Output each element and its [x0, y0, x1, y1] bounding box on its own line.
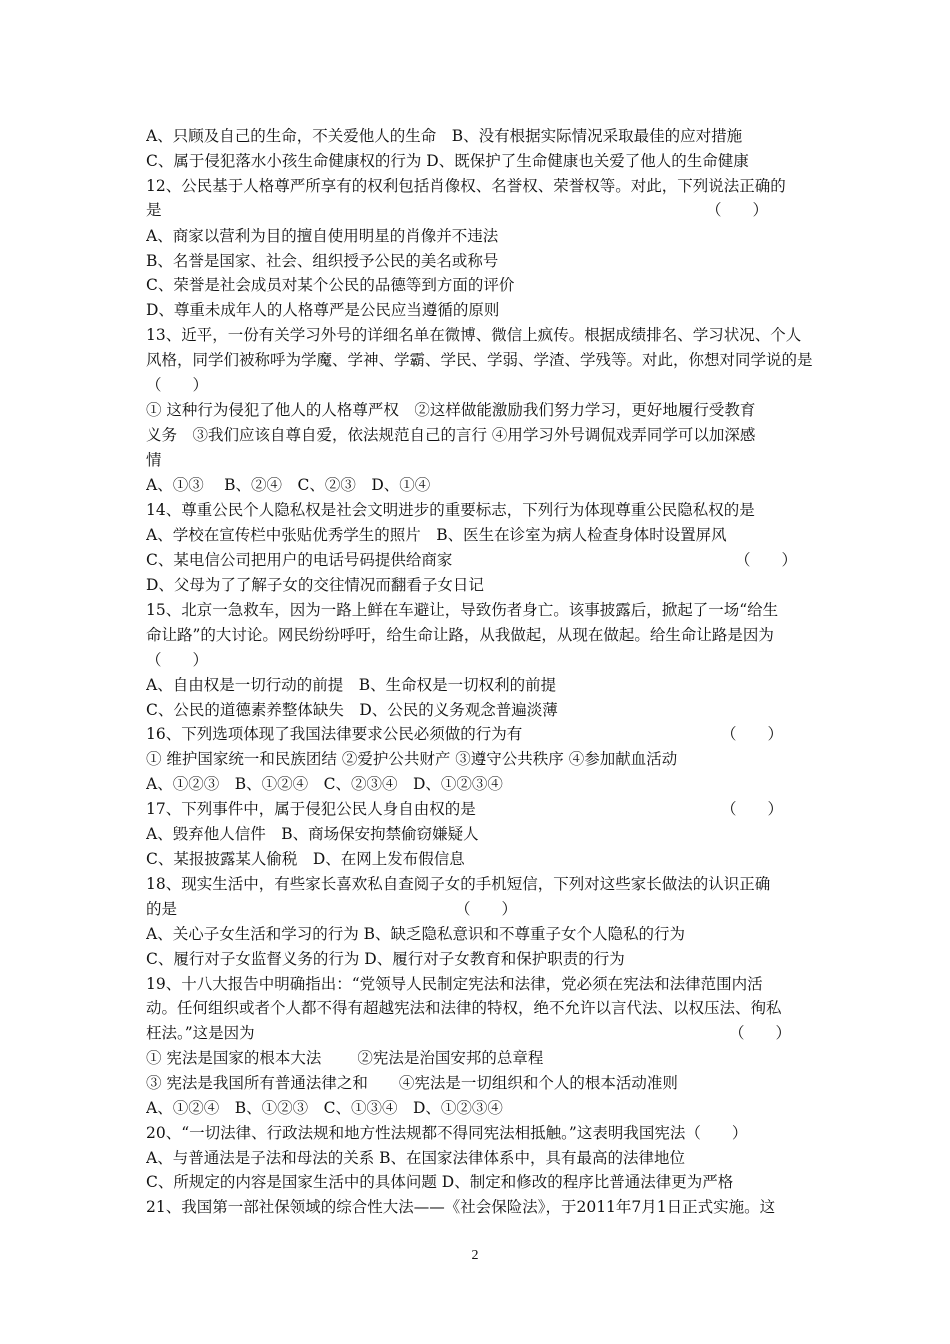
option-line: C、公民的道德素养整体缺失 D、公民的义务观念普遍淡薄 — [146, 701, 558, 719]
option-line: A、与普通法是子法和母法的关系 B、在国家法律体系中，具有最高的法律地位 — [146, 1149, 686, 1167]
option-line: C、某电信公司把用户的电话号码提供给商家 — [146, 551, 453, 569]
question-13-stem: 13、近平，一份有关学习外号的详细名单在微博、微信上疯传。根据成绩排名、学习状况、个人 — [146, 326, 802, 344]
option-line: C、某报披露某人偷税 D、在网上发布假信息 — [146, 850, 465, 868]
page-number: 2 — [471, 1248, 479, 1263]
question-20-stem: 20、“一切法律、行政法规和地方性法规都不得同宪法相抵触。”这表明我国宪法（ ） — [146, 1124, 748, 1142]
option-line: A、①③ B、②④ C、②③ D、①④ — [146, 476, 431, 494]
question-17-stem: 17、下列事件中，属于侵犯公民人身自由权的是 — [146, 800, 476, 818]
option-line: A、①②④ B、①②③ C、①③④ D、①②③④ — [146, 1099, 503, 1117]
option-line: D、尊重未成年人的人格尊严是公民应当遵循的原则 — [146, 301, 500, 319]
question-18-stem: 18、现实生活中，有些家长喜欢私自查阅子女的手机短信，下列对这些家长做法的认识正确 — [146, 875, 771, 893]
statement-line: ① 维护国家统一和民族团结 ②爱护公共财产 ③遵守公共秩序 ④参加献血活动 — [146, 750, 678, 768]
option-line: C、荣誉是社会成员对某个公民的品德等到方面的评价 — [146, 276, 515, 294]
answer-bracket-q19: （ ） — [729, 1024, 792, 1042]
answer-bracket-q16: （ ） — [721, 725, 784, 743]
statement-line: ③ 宪法是我国所有普通法律之和 ④宪法是一切组织和个人的根本活动准则 — [146, 1074, 678, 1092]
option-line: C、属于侵犯落水小孩生命健康权的行为 D、既保护了生命健康也关爱了他人的生命健康 — [146, 152, 749, 170]
question-14-stem: 14、尊重公民个人隐私权是社会文明进步的重要标志，下列行为体现尊重公民隐私权的是 — [146, 501, 755, 519]
answer-bracket-q12: （ ） — [706, 201, 769, 219]
question-19-stem: 19、十八大报告中明确指出：“党领导人民制定宪法和法律，党必须在宪法和法律范围内活 — [146, 975, 763, 993]
option-line: A、毁弃他人信件 B、商场保安拘禁偷窃嫌疑人 — [146, 825, 479, 843]
option-line: A、自由权是一切行动的前提 B、生命权是一切权利的前提 — [146, 676, 557, 694]
question-19-stem-cont: 枉法。”这是因为 — [146, 1024, 255, 1042]
option-line: A、只顾及自己的生命，不关爱他人的生命 B、没有根据实际情况采取最佳的应对措施 — [146, 127, 743, 145]
question-13-stem-cont: 风格，同学们被称呼为学魔、学神、学霸、学民、学弱、学渣、学残等。对此，你想对同学说的是 — [146, 351, 813, 369]
question-18-stem-cont: 的是 — [146, 900, 178, 918]
question-16-stem: 16、下列选项体现了我国法律要求公民必须做的行为有 — [146, 725, 523, 743]
answer-bracket-q13: （ ） — [146, 376, 209, 394]
option-line: C、履行对子女监督义务的行为 D、履行对子女教育和保护职责的行为 — [146, 950, 625, 968]
statement-line: 义务 ③我们应该自尊自爱，依法规范自己的言行 ④用学习外号调侃戏弄同学可以加深感 — [146, 426, 756, 444]
option-line: D、父母为了了解子女的交往情况而翻看子女日记 — [146, 576, 484, 594]
statement-line: ① 宪法是国家的根本大法 ②宪法是治国安邦的总章程 — [146, 1049, 544, 1067]
question-15-stem-cont: 命让路”的大讨论。网民纷纷呼吁，给生命让路，从我做起，从现在做起。给生命让路是因为 — [146, 626, 774, 644]
question-19-stem-cont: 动。任何组织或者个人都不得有超越宪法和法律的特权，绝不允许以言代法、以权压法、徇私 — [146, 999, 782, 1017]
option-line: C、所规定的内容是国家生活中的具体问题 D、制定和修改的程序比普通法律更为严格 — [146, 1173, 734, 1191]
statement-line: 情 — [146, 451, 162, 469]
option-line: A、商家以营利为目的擅自使用明星的肖像并不违法 — [146, 227, 499, 245]
answer-bracket-q18: （ ） — [455, 900, 518, 918]
answer-bracket-q15: （ ） — [146, 651, 209, 669]
question-12-stem: 12、公民基于人格尊严所享有的权利包括肖像权、名誉权、荣誉权等。对此，下列说法正确的 — [146, 177, 786, 195]
option-line: A、学校在宣传栏中张贴优秀学生的照片 B、医生在诊室为病人检查身体时设置屏风 — [146, 526, 727, 544]
statement-line: ① 这种行为侵犯了他人的人格尊严权 ②这样做能激励我们努力学习，更好地履行受教育 — [146, 401, 756, 419]
answer-bracket-q14: （ ） — [735, 551, 798, 569]
question-12-stem-cont: 是 — [146, 201, 162, 219]
answer-bracket-q17: （ ） — [721, 800, 784, 818]
option-line: B、名誉是国家、社会、组织授予公民的美名或称号 — [146, 252, 499, 270]
option-line: A、关心子女生活和学习的行为 B、缺乏隐私意识和不尊重子女个人隐私的行为 — [146, 925, 686, 943]
option-line: A、①②③ B、①②④ C、②③④ D、①②③④ — [146, 775, 503, 793]
question-15-stem: 15、北京一急救车，因为一路上鲜在车避让，导致伤者身亡。该事披露后，掀起了一场“给生 — [146, 601, 779, 619]
question-21-stem: 21、我国第一部社保领域的综合性大法——《社会保险法》，于2011年7月1日正式实施。这 — [146, 1198, 776, 1216]
